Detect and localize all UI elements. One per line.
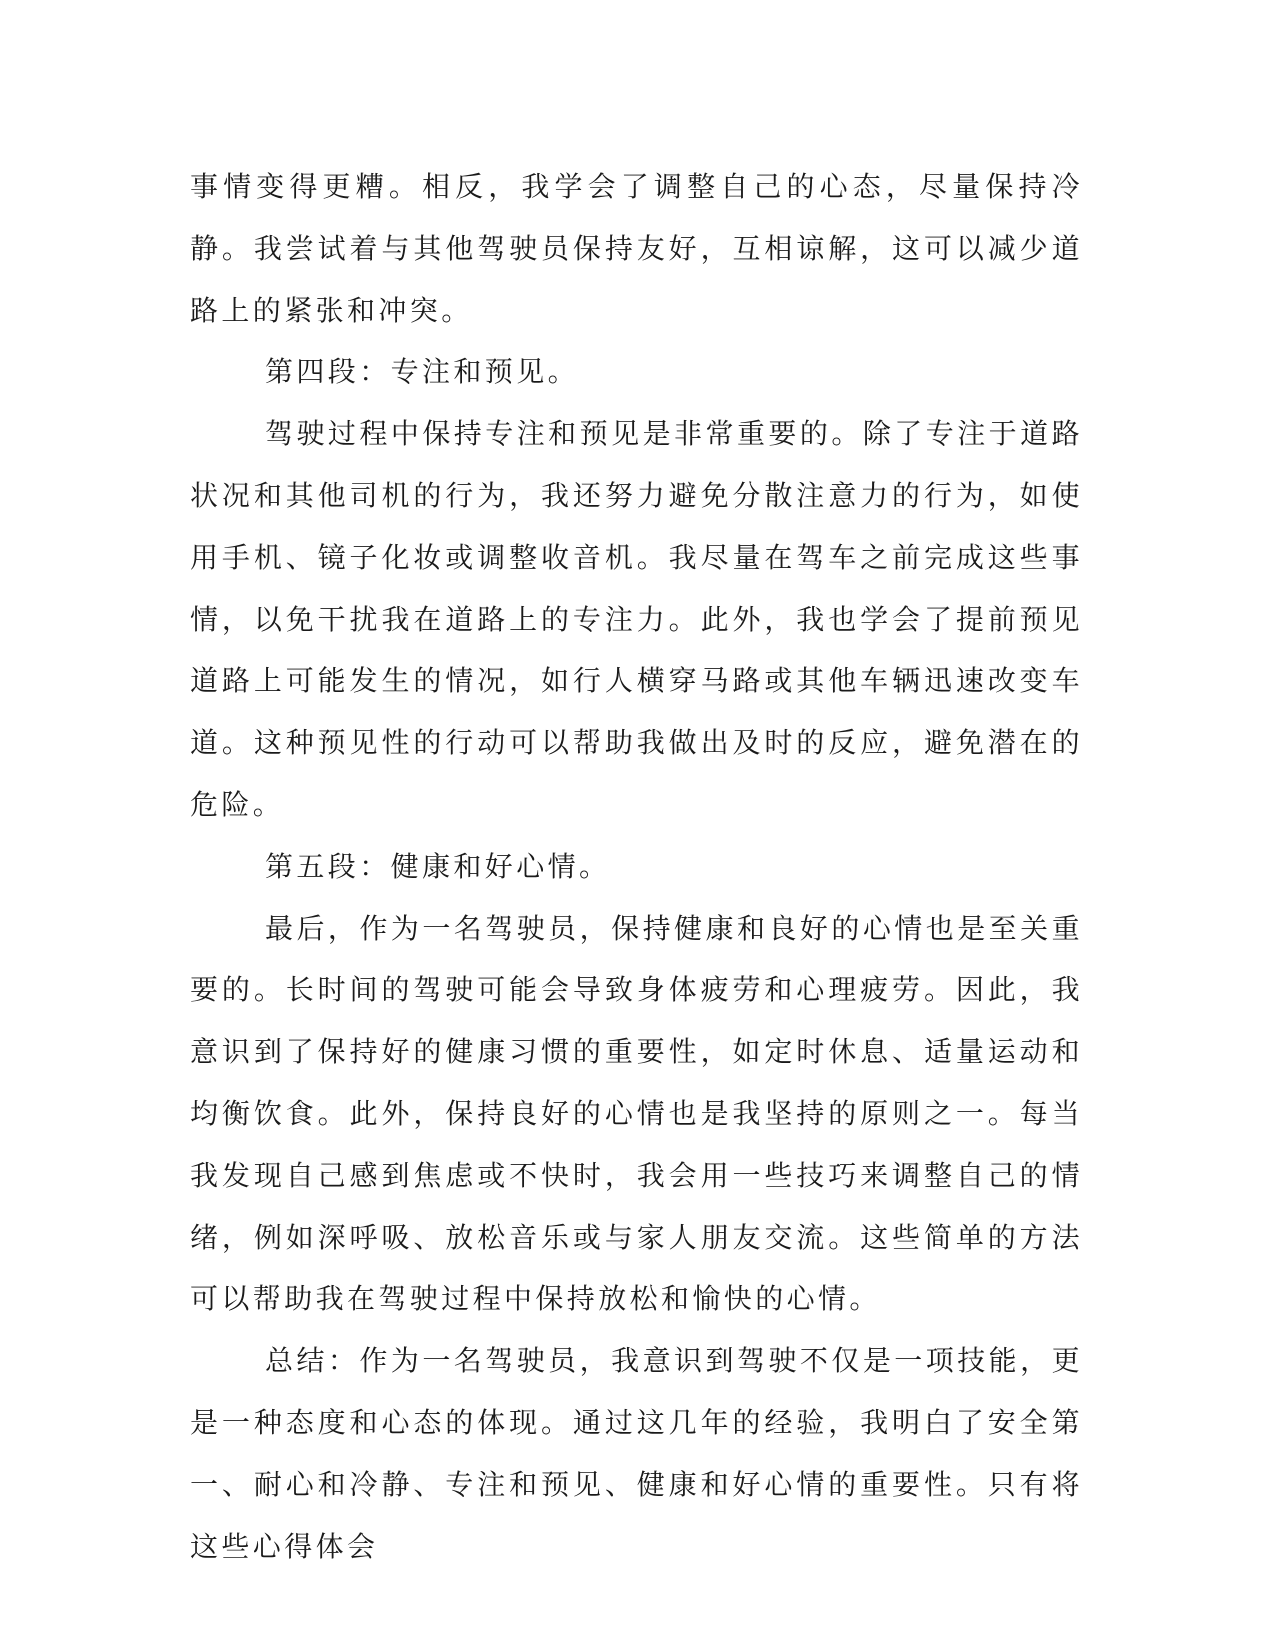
paragraph-continuation: 事情变得更糟。相反，我学会了调整自己的心态，尽量保持冷静。我尝试着与其他驾驶员保持友好，互相谅解，这可以减少道路上的紧张和冲突。 (190, 170, 1083, 327)
section-heading-5: 第五段：健康和好心情。 (265, 849, 611, 883)
paragraph-focus: 驾驶过程中保持专注和预见是非常重要的。除了专注于道路状况和其他司机的行为，我还努力避免分散注意力的行为，如使用手机、镜子化妆或调整收音机。我尽量在驾车之前完成这些事情，以免干扰我在道路上的专注力。此外，我也学会了提前预见道路上可能发生的情况，如行人横穿马路或其他车辆迅速改变车道。这种预见性的行动可以帮助我做出及时的反应，避免潜在的危险。 (190, 417, 1083, 821)
paragraph-summary: 总结：作为一名驾驶员，我意识到驾驶不仅是一项技能，更是一种态度和心态的体现。通过这几年的经验，我明白了安全第一、耐心和冷静、专注和预见、健康和好心情的重要性。只有将这些心得体会 (190, 1344, 1083, 1563)
section-heading-4: 第四段：专注和预见。 (265, 355, 580, 389)
paragraph-health: 最后，作为一名驾驶员，保持健康和良好的心情也是至关重要的。长时间的驾驶可能会导致身体疲劳和心理疲劳。因此，我意识到了保持好的健康习惯的重要性，如定时休息、适量运动和均衡饮食。此外，保持良好的心情也是我坚持的原则之一。每当我发现自己感到焦虑或不快时，我会用一些技巧来调整自己的情绪，例如深呼吸、放松音乐或与家人朋友交流。这些简单的方法可以帮助我在驾驶过程中保持放松和愉快的心情。 (190, 911, 1083, 1316)
body-text (190, 156, 1083, 1577)
